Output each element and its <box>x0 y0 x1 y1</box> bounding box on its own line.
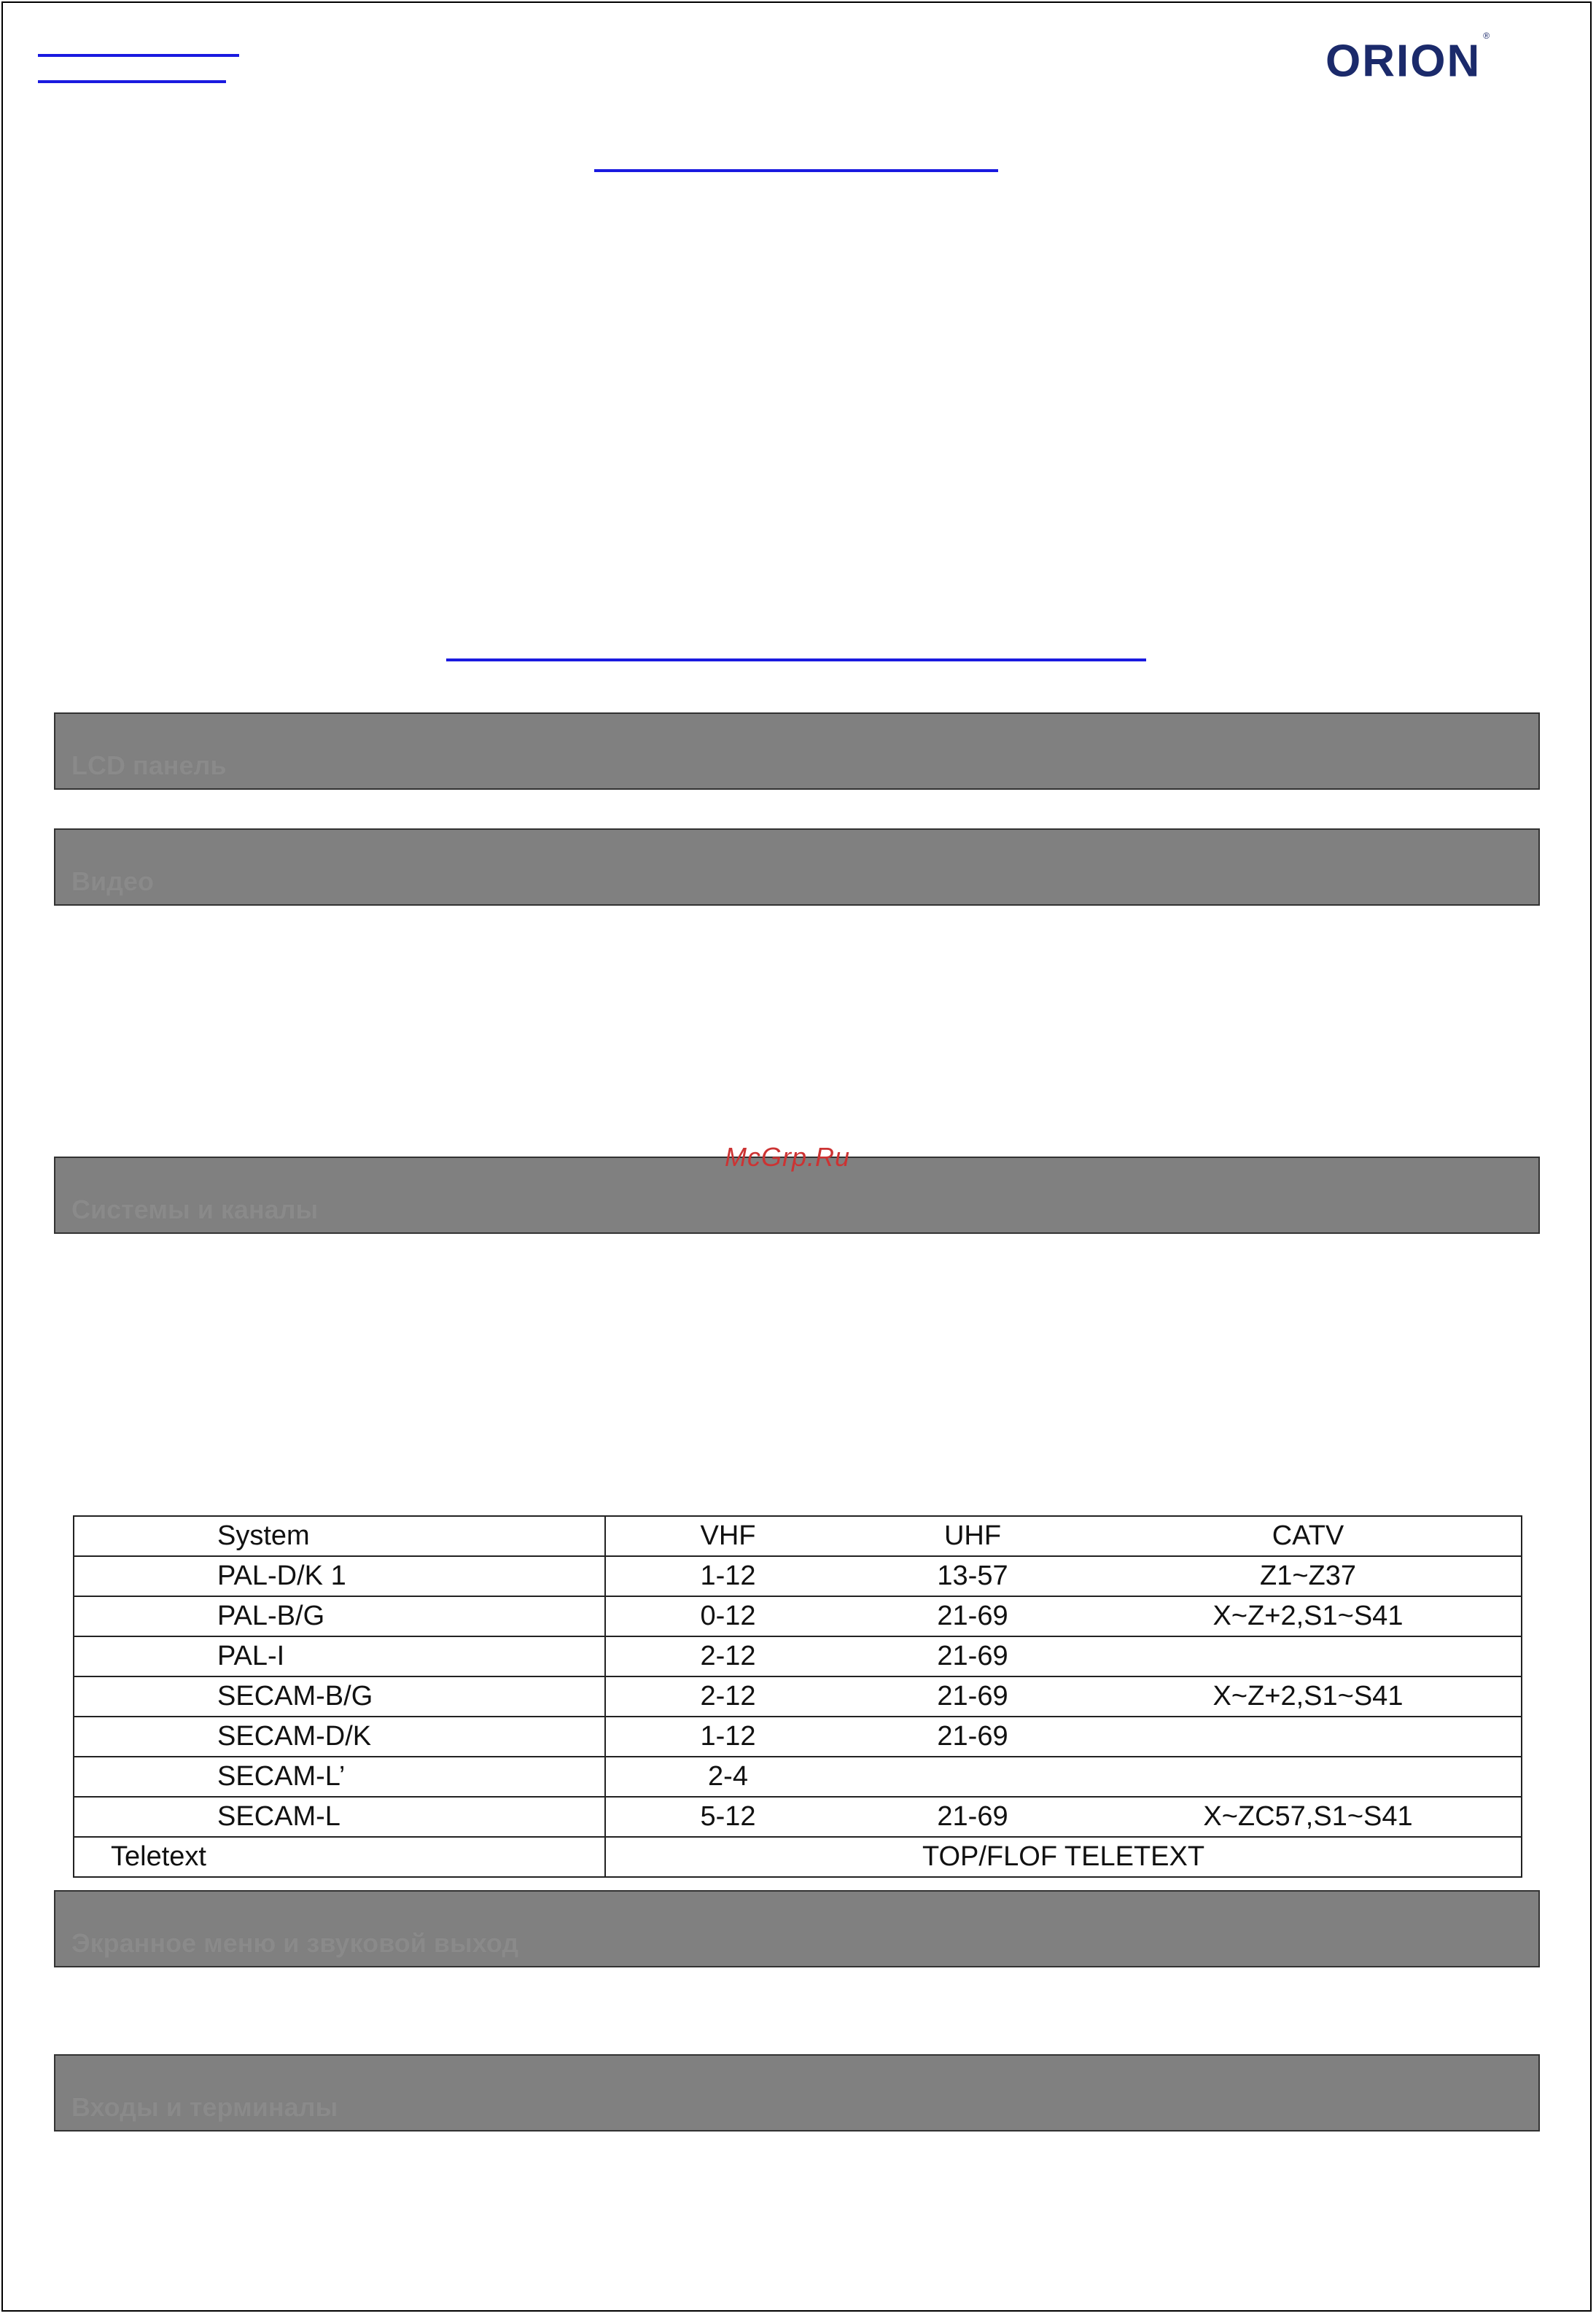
cell-system: PAL-I <box>74 1636 605 1676</box>
header-catv: CATV <box>1095 1516 1522 1556</box>
teletext-row <box>74 1837 1522 1877</box>
cell-catv: X~ZC57,S1~S41 <box>1095 1797 1522 1837</box>
cell-vhf: 2-4 <box>605 1757 850 1797</box>
header-system: System <box>74 1516 605 1556</box>
table-row <box>74 1636 1522 1676</box>
table-row <box>74 1596 1522 1636</box>
cell-system: SECAM-D/K <box>74 1717 605 1757</box>
header-vhf: VHF <box>605 1516 850 1556</box>
cell-vhf: 1-12 <box>605 1717 850 1757</box>
section-title: LCD панель <box>71 750 227 780</box>
brand-logo <box>1326 31 1538 87</box>
teletext-label: Teletext <box>74 1837 605 1877</box>
cell-catv: X~Z+2,S1~S41 <box>1095 1676 1522 1717</box>
cell-vhf: 2-12 <box>605 1676 850 1717</box>
cell-uhf: 21-69 <box>850 1636 1095 1676</box>
systems-table <box>73 1515 1522 1878</box>
cell-system: SECAM-L <box>74 1797 605 1837</box>
section-title: Видео <box>71 866 154 896</box>
cell-system: SECAM-L’ <box>74 1757 605 1797</box>
cell-uhf: 21-69 <box>850 1676 1095 1717</box>
table-row <box>74 1757 1522 1797</box>
table-row <box>74 1556 1522 1596</box>
table-row <box>74 1797 1522 1837</box>
cell-uhf: 21-69 <box>850 1717 1095 1757</box>
section-video <box>54 828 1540 906</box>
top-link-1[interactable] <box>38 54 239 57</box>
cell-vhf: 1-12 <box>605 1556 850 1596</box>
cell-catv <box>1095 1636 1522 1676</box>
heading-link-1[interactable] <box>594 169 998 172</box>
cell-uhf: 21-69 <box>850 1797 1095 1837</box>
cell-system: PAL-B/G <box>74 1596 605 1636</box>
cell-uhf: 13-57 <box>850 1556 1095 1596</box>
cell-uhf <box>850 1757 1095 1797</box>
heading-link-2[interactable] <box>446 658 1146 661</box>
cell-vhf: 2-12 <box>605 1636 850 1676</box>
brand-logo-text: ORION <box>1326 36 1482 87</box>
table-header-row <box>74 1516 1522 1556</box>
cell-catv <box>1095 1717 1522 1757</box>
cell-catv <box>1095 1757 1522 1797</box>
table-row <box>74 1676 1522 1717</box>
cell-catv: X~Z+2,S1~S41 <box>1095 1596 1522 1636</box>
cell-vhf: 0-12 <box>605 1596 850 1636</box>
top-link-2[interactable] <box>38 80 226 83</box>
cell-uhf: 21-69 <box>850 1596 1095 1636</box>
cell-system: SECAM-B/G <box>74 1676 605 1717</box>
section-osd-audio <box>54 1890 1540 1967</box>
header-uhf: UHF <box>850 1516 1095 1556</box>
section-title: Системы и каналы <box>71 1194 319 1224</box>
table-row <box>74 1717 1522 1757</box>
section-title: Входы и терминалы <box>71 2092 338 2122</box>
cell-system: PAL-D/K 1 <box>74 1556 605 1596</box>
watermark: McGrp.Ru <box>725 1142 851 1172</box>
section-lcd-panel <box>54 712 1540 790</box>
cell-vhf: 5-12 <box>605 1797 850 1837</box>
section-title: Экранное меню и звуковой выход <box>71 1928 519 1958</box>
section-inputs-terminals <box>54 2054 1540 2132</box>
cell-catv: Z1~Z37 <box>1095 1556 1522 1596</box>
teletext-value: TOP/FLOF TELETEXT <box>605 1837 1522 1877</box>
trademark-mark: ® <box>1483 31 1492 41</box>
